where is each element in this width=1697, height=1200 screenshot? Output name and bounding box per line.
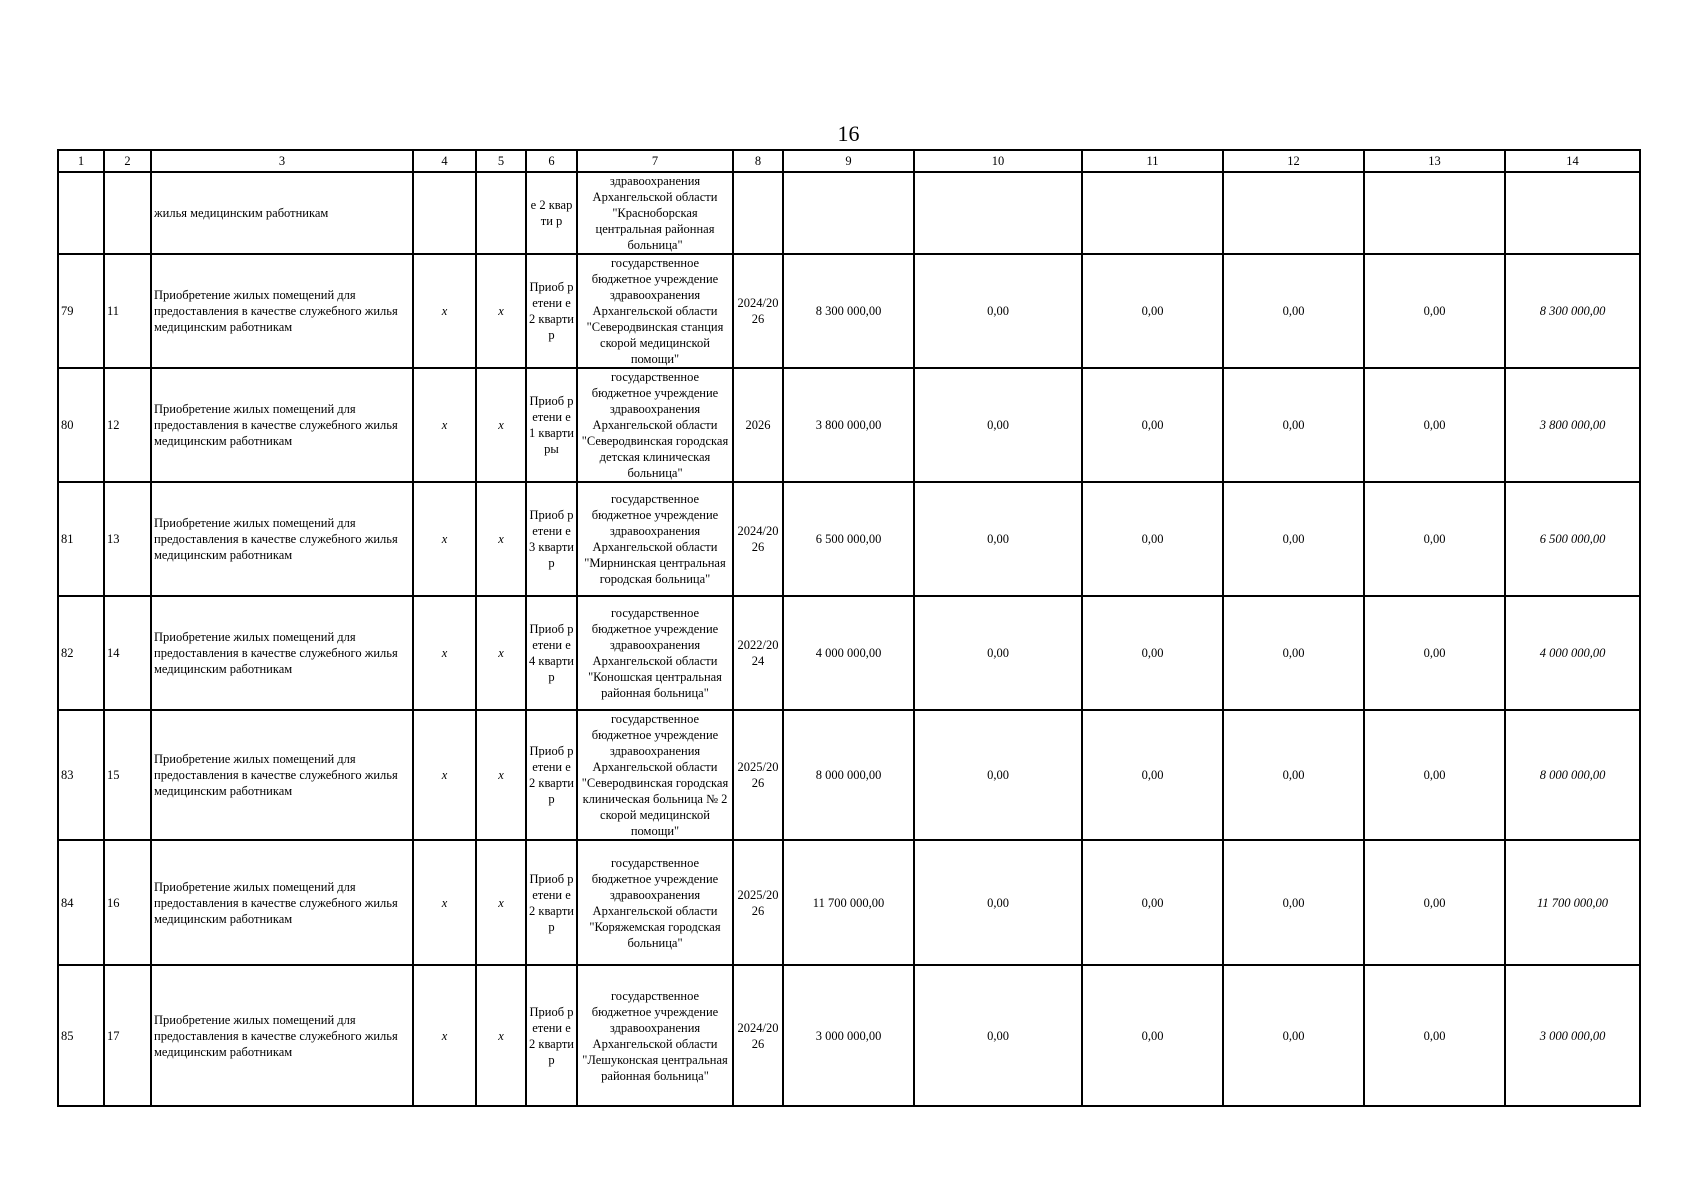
investment-table	[57, 149, 1641, 1107]
cell-x: x	[413, 965, 476, 1106]
column-header: 8	[733, 150, 783, 172]
cell-amount: 3 800 000,00	[783, 368, 914, 482]
cell-total: 3 000 000,00	[1505, 965, 1640, 1106]
cell-empty	[783, 172, 914, 254]
column-header: 14	[1505, 150, 1640, 172]
cell-organization: государственное бюджетное учреждение здравоохранения Архангельской области "Лешуконская центральная районная больница"	[577, 965, 733, 1106]
cell-period: 2024/20 26	[733, 482, 783, 596]
column-header: 9	[783, 150, 914, 172]
cell-period: 2026	[733, 368, 783, 482]
cell-empty	[914, 172, 1082, 254]
cell-description: Приобретение жилых помещений для предоставления в качестве служебного жилья медицинским работникам	[151, 482, 413, 596]
cell-subindex: 12	[104, 368, 151, 482]
table-row	[58, 254, 1640, 368]
cell-amount: 6 500 000,00	[783, 482, 914, 596]
table-row	[58, 710, 1640, 840]
cell-index: 82	[58, 596, 104, 710]
cell-capacity: Приоб ретени е 2 кварти р	[526, 710, 577, 840]
cell-amount: 0,00	[914, 596, 1082, 710]
cell-empty	[58, 172, 104, 254]
cell-organization: здравоохранения Архангельской области "Красноборская центральная районная больница"	[577, 172, 733, 254]
cell-organization: государственное бюджетное учреждение здравоохранения Архангельской области "Северодвинская городская клиническая больница № 2 скорой медицинской помощи"	[577, 710, 733, 840]
cell-amount: 8 300 000,00	[783, 254, 914, 368]
cell-total: 8 000 000,00	[1505, 710, 1640, 840]
cell-amount: 0,00	[1223, 254, 1364, 368]
column-header: 11	[1082, 150, 1223, 172]
cell-description: Приобретение жилых помещений для предоставления в качестве служебного жилья медицинским работникам	[151, 368, 413, 482]
cell-amount: 0,00	[1082, 368, 1223, 482]
cell-capacity: Приоб ретени е 4 кварти р	[526, 596, 577, 710]
cell-empty	[476, 172, 526, 254]
cell-amount: 8 000 000,00	[783, 710, 914, 840]
cell-empty	[1505, 172, 1640, 254]
column-header: 3	[151, 150, 413, 172]
column-header: 6	[526, 150, 577, 172]
cell-amount: 0,00	[1364, 254, 1505, 368]
cell-amount: 0,00	[1082, 710, 1223, 840]
cell-amount: 0,00	[1082, 965, 1223, 1106]
cell-index: 83	[58, 710, 104, 840]
cell-total: 4 000 000,00	[1505, 596, 1640, 710]
cell-x: x	[476, 254, 526, 368]
cell-amount: 3 000 000,00	[783, 965, 914, 1106]
cell-organization: государственное бюджетное учреждение здравоохранения Архангельской области "Коношская центральная районная больница"	[577, 596, 733, 710]
cell-amount: 0,00	[914, 368, 1082, 482]
cell-x: x	[413, 254, 476, 368]
cell-empty	[104, 172, 151, 254]
cell-amount: 0,00	[914, 840, 1082, 965]
cell-amount: 0,00	[1223, 596, 1364, 710]
cell-amount: 0,00	[1364, 596, 1505, 710]
cell-total: 8 300 000,00	[1505, 254, 1640, 368]
cell-x: x	[476, 965, 526, 1106]
cell-period: 2024/20 26	[733, 254, 783, 368]
cell-x: x	[413, 710, 476, 840]
cell-amount: 0,00	[1364, 965, 1505, 1106]
cell-amount: 0,00	[1364, 710, 1505, 840]
cell-total: 6 500 000,00	[1505, 482, 1640, 596]
cell-x: x	[413, 840, 476, 965]
cell-empty	[733, 172, 783, 254]
column-header: 13	[1364, 150, 1505, 172]
cell-capacity: Приоб ретени е 2 кварти р	[526, 840, 577, 965]
table-row	[58, 840, 1640, 965]
cell-x: x	[413, 482, 476, 596]
cell-amount: 4 000 000,00	[783, 596, 914, 710]
cell-description: Приобретение жилых помещений для предоставления в качестве служебного жилья медицинским работникам	[151, 710, 413, 840]
cell-organization: государственное бюджетное учреждение здравоохранения Архангельской области "Коряжемская городская больница"	[577, 840, 733, 965]
cell-subindex: 13	[104, 482, 151, 596]
table-row	[58, 368, 1640, 482]
cell-description: Приобретение жилых помещений для предоставления в качестве служебного жилья медицинским работникам	[151, 840, 413, 965]
cell-index: 84	[58, 840, 104, 965]
cell-period: 2024/20 26	[733, 965, 783, 1106]
cell-index: 81	[58, 482, 104, 596]
cell-amount: 0,00	[1223, 710, 1364, 840]
cell-amount: 0,00	[1223, 840, 1364, 965]
cell-x: x	[413, 368, 476, 482]
cell-subindex: 11	[104, 254, 151, 368]
cell-capacity: е 2 кварти р	[526, 172, 577, 254]
table-row	[58, 596, 1640, 710]
cell-amount: 0,00	[1364, 368, 1505, 482]
cell-period: 2022/20 24	[733, 596, 783, 710]
cell-empty	[1082, 172, 1223, 254]
table-row	[58, 965, 1640, 1106]
cell-capacity: Приоб ретени е 2 кварти р	[526, 254, 577, 368]
cell-index: 80	[58, 368, 104, 482]
column-number-row	[58, 150, 1640, 172]
cell-amount: 0,00	[914, 254, 1082, 368]
cell-description: Приобретение жилых помещений для предоставления в качестве служебного жилья медицинским работникам	[151, 596, 413, 710]
cell-x: x	[476, 710, 526, 840]
cell-capacity: Приоб ретени е 3 кварти р	[526, 482, 577, 596]
cell-subindex: 14	[104, 596, 151, 710]
column-header: 4	[413, 150, 476, 172]
cell-subindex: 16	[104, 840, 151, 965]
cell-index: 79	[58, 254, 104, 368]
cell-amount: 0,00	[1082, 482, 1223, 596]
column-header: 10	[914, 150, 1082, 172]
page-number: 16	[837, 121, 860, 146]
column-header: 5	[476, 150, 526, 172]
cell-amount: 0,00	[1364, 840, 1505, 965]
cell-index: 85	[58, 965, 104, 1106]
column-header: 7	[577, 150, 733, 172]
cell-amount: 0,00	[914, 710, 1082, 840]
cell-empty	[1223, 172, 1364, 254]
cell-empty	[413, 172, 476, 254]
cell-capacity: Приоб ретени е 2 кварти р	[526, 965, 577, 1106]
cell-amount: 0,00	[914, 965, 1082, 1106]
cell-description: жилья медицинским работникам	[151, 172, 413, 254]
cell-x: x	[413, 596, 476, 710]
cell-empty	[1364, 172, 1505, 254]
cell-period: 2025/20 26	[733, 840, 783, 965]
cell-amount: 0,00	[1082, 840, 1223, 965]
cell-organization: государственное бюджетное учреждение здравоохранения Архангельской области "Северодвинская станция скорой медицинской помощи"	[577, 254, 733, 368]
cell-period: 2025/20 26	[733, 710, 783, 840]
column-header: 2	[104, 150, 151, 172]
cell-description: Приобретение жилых помещений для предоставления в качестве служебного жилья медицинским работникам	[151, 965, 413, 1106]
cell-amount: 0,00	[1082, 254, 1223, 368]
cell-amount: 0,00	[1364, 482, 1505, 596]
column-header: 12	[1223, 150, 1364, 172]
cell-capacity: Приоб ретени е 1 кварти ры	[526, 368, 577, 482]
cell-x: x	[476, 368, 526, 482]
cell-organization: государственное бюджетное учреждение здравоохранения Архангельской области "Мирнинская центральная городская больница"	[577, 482, 733, 596]
table-row	[58, 482, 1640, 596]
cell-subindex: 15	[104, 710, 151, 840]
cell-amount: 0,00	[1223, 482, 1364, 596]
cell-x: x	[476, 482, 526, 596]
cell-amount: 11 700 000,00	[783, 840, 914, 965]
cell-total: 11 700 000,00	[1505, 840, 1640, 965]
column-header: 1	[58, 150, 104, 172]
cell-organization: государственное бюджетное учреждение здравоохранения Архангельской области "Северодвинская городская детская клиническая больница"	[577, 368, 733, 482]
cell-amount: 0,00	[1223, 965, 1364, 1106]
cell-amount: 0,00	[1082, 596, 1223, 710]
cell-total: 3 800 000,00	[1505, 368, 1640, 482]
cell-x: x	[476, 840, 526, 965]
cell-description: Приобретение жилых помещений для предоставления в качестве служебного жилья медицинским работникам	[151, 254, 413, 368]
continuation-row	[58, 172, 1640, 254]
cell-amount: 0,00	[1223, 368, 1364, 482]
cell-amount: 0,00	[914, 482, 1082, 596]
cell-x: x	[476, 596, 526, 710]
cell-subindex: 17	[104, 965, 151, 1106]
